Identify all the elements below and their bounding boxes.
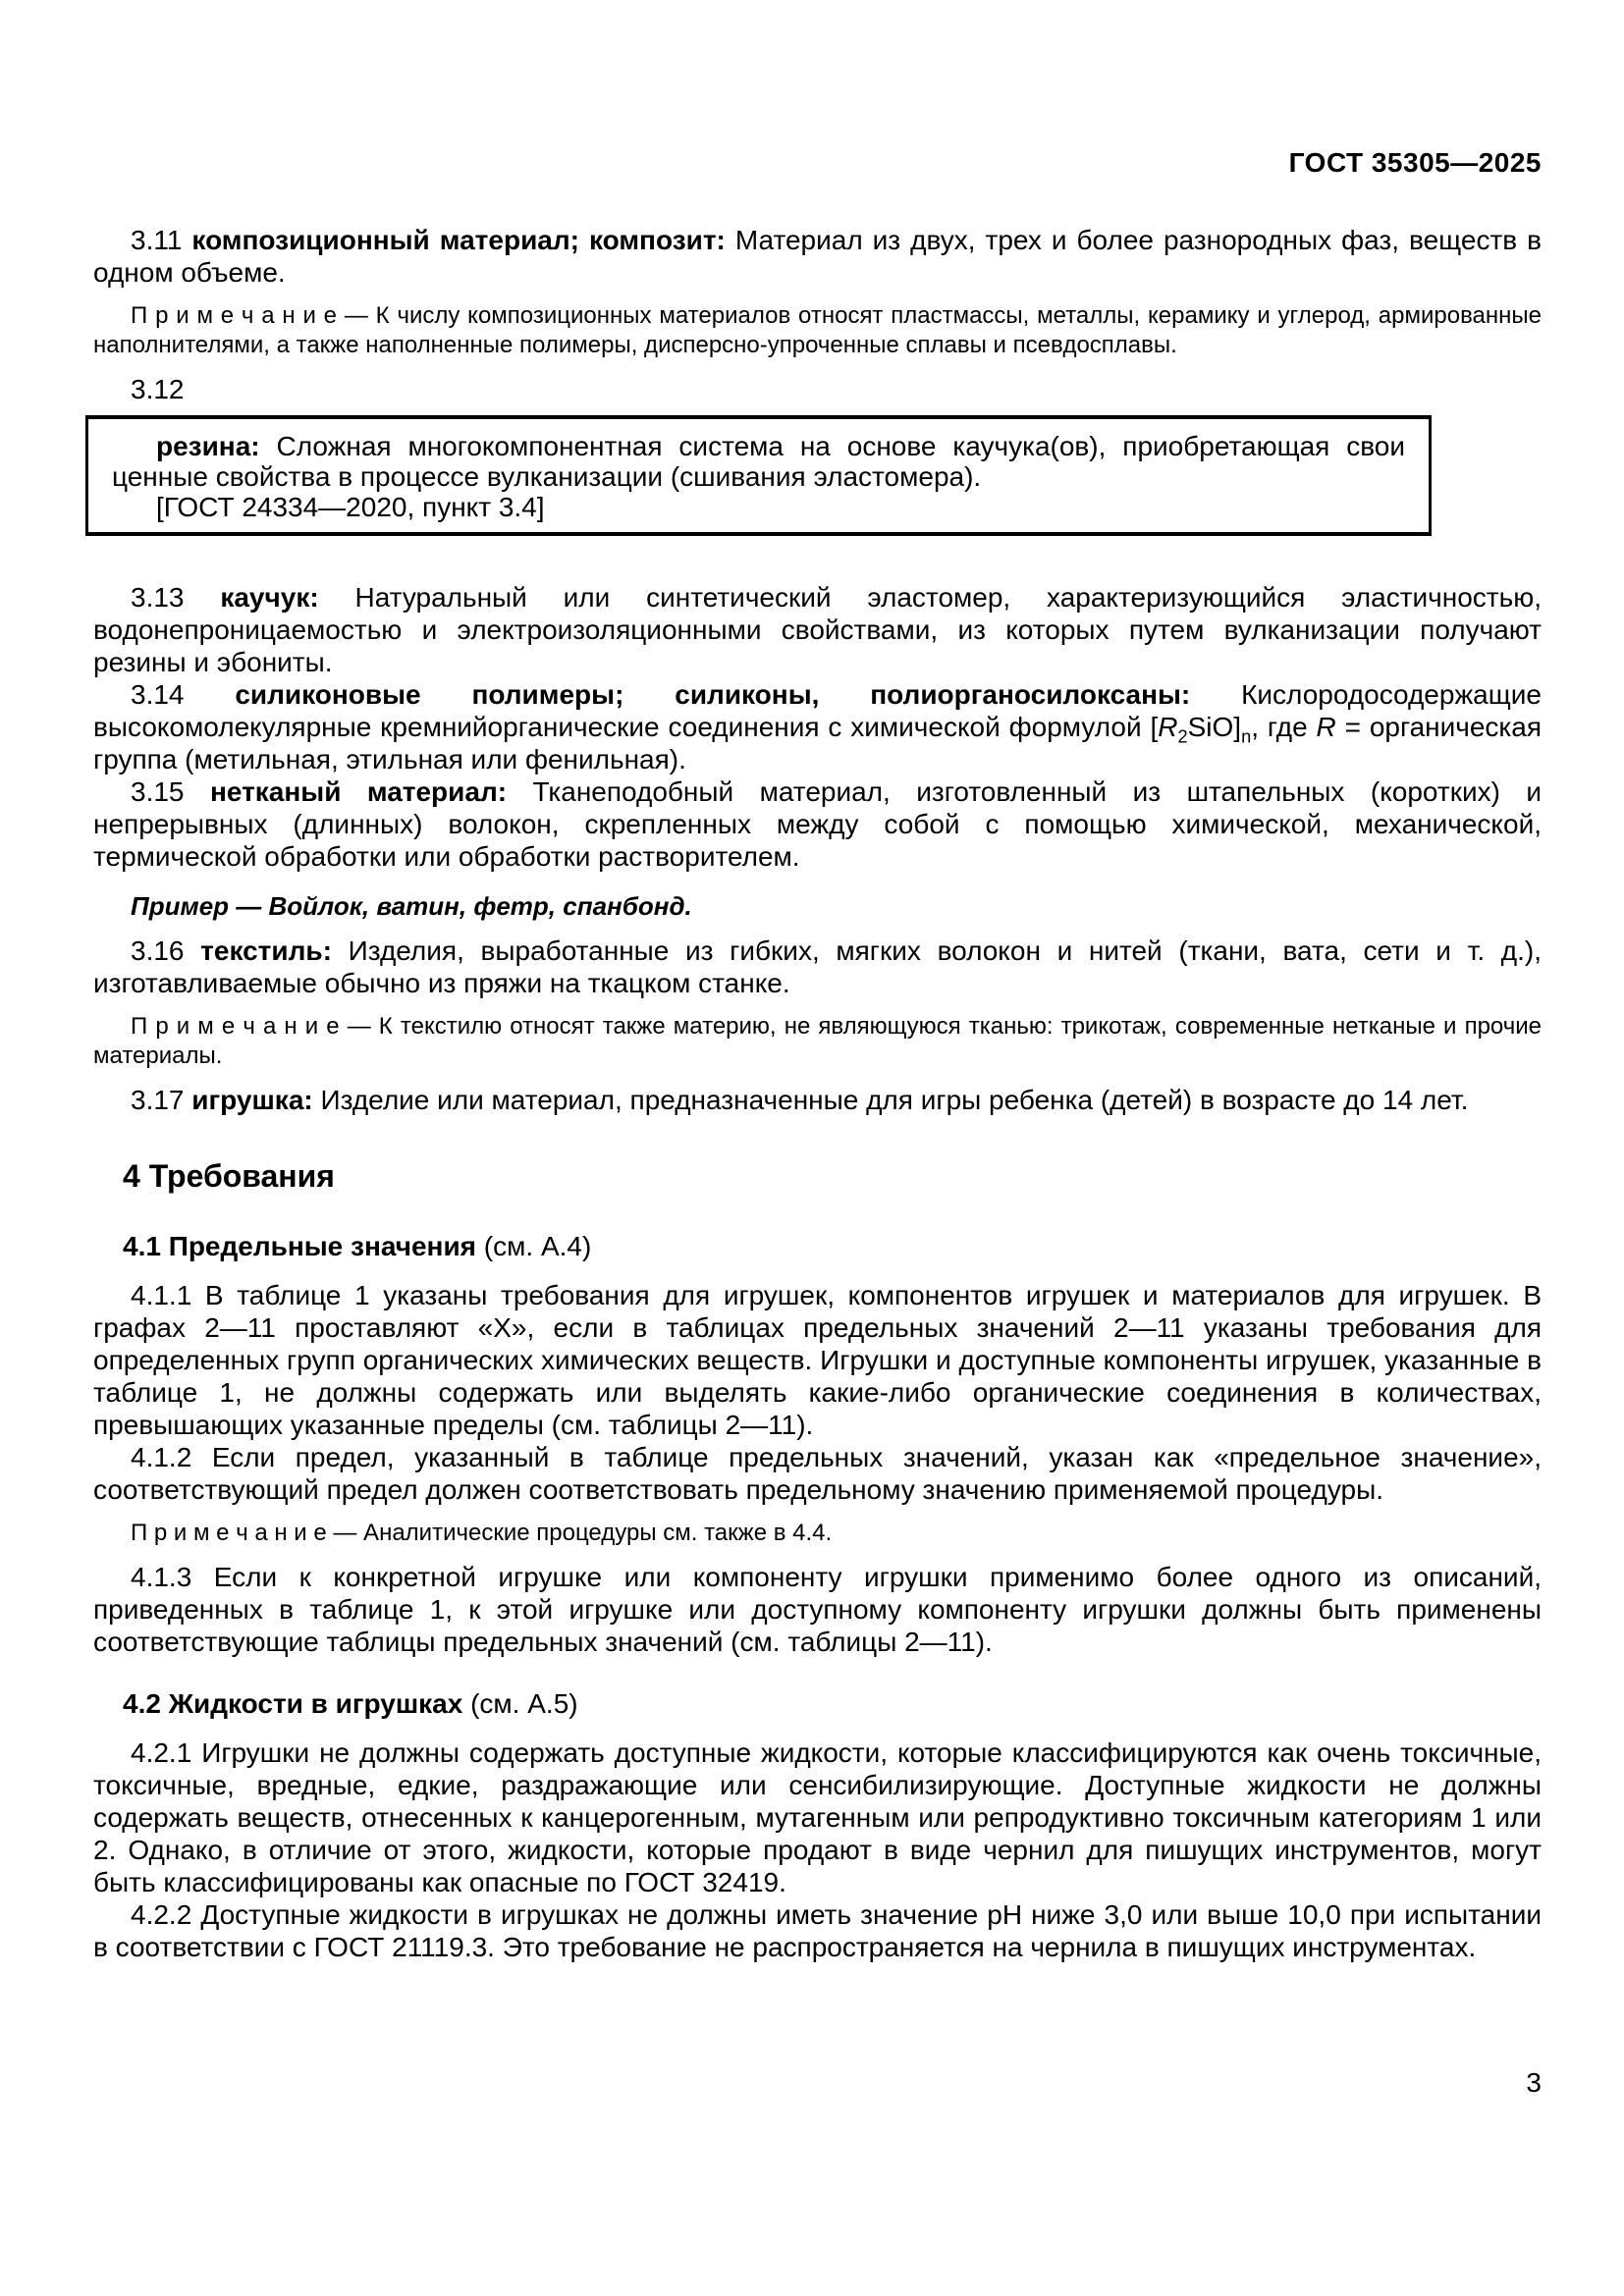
- document-code: ГОСТ 35305—2025: [1288, 147, 1542, 178]
- text-segment: 4.1.2 Если предел, указанный в таблице предельных значений, указан как «предельное значение», соответствующий предел должен соответствовать предельному значению применяемой процедуры.: [93, 1442, 1542, 1505]
- text-segment: Пример — Войлок, ватин, фетр, спанбонд.: [131, 891, 692, 921]
- text-segment: = органическая группа (метильная, этильная или фенильная).: [93, 712, 1543, 774]
- text-segment: каучук:: [220, 582, 319, 613]
- text-segment: Изделия, выработанные из гибких, мягких волокон и нитей (ткани, вата, сети и т. д.), изготавливаемые обычно из пряжи на ткацком станке.: [93, 935, 1543, 998]
- boxed-paragraph: [112, 492, 1405, 522]
- text-segment: Сложная многокомпонентная система на основе каучука(ов), приобретающая свои ценные свойства в процессе вулканизации (сшивания эластомера).: [112, 431, 1405, 492]
- clause-3-14: [93, 678, 1542, 775]
- clause-3-16: [93, 934, 1542, 999]
- text-segment: П р и м е ч а н и е — Аналитические процедуры см. также в 4.4.: [131, 1520, 833, 1546]
- text-segment: П р и м е ч а н и е — К текстилю относят также материю, не являющуюся тканью: трикотаж, современные нетканые и прочие материалы.: [93, 1013, 1542, 1069]
- text-segment: 3.14: [131, 679, 236, 710]
- text-segment: Натуральный или синтетический эластомер, характеризующийся эластичностью, водонепроницаемостью и электроизоляционными свойствами, из которых путем вулканизации получают резины и эбониты.: [93, 582, 1542, 677]
- clause-4-1-2: [93, 1441, 1542, 1506]
- text-segment: (см. А.4): [476, 1231, 592, 1261]
- clause-3-17: [93, 1084, 1542, 1116]
- text-segment: силиконовые полимеры; силиконы, полиорганосилоксаны:: [235, 679, 1191, 710]
- clause-3-13: [93, 581, 1542, 678]
- text-segment: 3.13: [131, 582, 221, 613]
- text-segment: 3.11: [131, 225, 192, 255]
- text-segment: Кислородосодержащие высокомолекулярные кремнийорганические соединения с химической формулой [: [93, 679, 1543, 742]
- clause-3-11: [93, 224, 1542, 289]
- boxed-paragraph: [112, 431, 1405, 492]
- text-segment: [ГОСТ 24334—2020, пункт 3.4]: [156, 492, 545, 522]
- clause-4-2-1: [93, 1736, 1542, 1898]
- text-segment: , где: [1251, 712, 1317, 742]
- text-segment: 4.1.3 Если к конкретной игрушке или компоненту игрушки применимо более одного из описаний, приведенных в таблице 1, к этой игрушке или доступному компоненту игрушки должны быть применены соответствующие таблицы предельных значений (см. таблицы 2—11).: [93, 1562, 1542, 1657]
- subsection-4-2-heading: [93, 1687, 1542, 1720]
- text-segment: резина:: [156, 431, 260, 461]
- text-segment: Тканеподобный материал, изготовленный из штапельных (коротких) и непрерывных (длинных) волокон, скрепленных между собой с помощью химической, механической, термической обработки или обработки растворителем.: [93, 776, 1543, 872]
- clause-4-1-3: [93, 1561, 1542, 1658]
- text-segment: П р и м е ч а н и е — К числу композиционных материалов относят пластмассы, металлы, керамику и углерод, армированные наполнителями, а также наполненные полимеры, дисперсно-упроченные сплавы и псевдосплавы.: [93, 302, 1542, 358]
- text-segment: R: [1316, 712, 1336, 742]
- subsection-4-1-heading: [93, 1230, 1542, 1262]
- text-segment: 4 Требования: [123, 1158, 335, 1194]
- definition-box-3-12: [85, 415, 1432, 536]
- clause-4-1-1: [93, 1279, 1542, 1441]
- text-segment: 4.2.2 Доступные жидкости в игрушках не должны иметь значение pH ниже 3,0 или выше 10,0 при испытании в соответствии с ГОСТ 21119.3. Это требование не распространяется на чернила в пишущих инструментах.: [93, 1899, 1542, 1962]
- text-segment: 4.2 Жидкости в игрушках: [123, 1688, 463, 1719]
- clause-4-2-2: [93, 1898, 1542, 1963]
- text-segment: Изделие или материал, предназначенные для игры ребенка (детей) в возрасте до 14 лет.: [312, 1085, 1469, 1115]
- page-footer: [1526, 2067, 1542, 2099]
- text-segment: SiO]: [1187, 712, 1242, 742]
- text-segment: 2: [1177, 726, 1188, 747]
- note-3-11: [93, 301, 1542, 360]
- text-segment: n: [1241, 726, 1252, 747]
- text-segment: R: [1158, 712, 1178, 742]
- text-segment: Материал из двух, трех и более разнородных фаз, веществ в одном объеме.: [93, 225, 1543, 288]
- clause-3-15: [93, 775, 1542, 873]
- note-4-1-2: [93, 1519, 1542, 1548]
- text-segment: текстиль:: [200, 935, 332, 966]
- text-segment: 4.1.1 В таблице 1 указаны требования для игрушек, компонентов игрушек и материалов для игрушек. В графах 2—11 проставляют «Х», если в таблицах предельных значений 2—11 указаны требования для определенных групп органических химических веществ. Игрушки и доступные компоненты игрушек, указанные в таблице 1, не должны содержать или выделять какие-либо органические соединения в количествах, превышающих указанные пределы (см. таблицы 2—11).: [93, 1280, 1542, 1440]
- text-segment: игрушка:: [191, 1085, 313, 1115]
- text-segment: 3.16: [131, 935, 201, 966]
- text-segment: 4.2.1 Игрушки не должны содержать доступные жидкости, которые классифицируются как очень токсичные, токсичные, вредные, едкие, раздражающие или сенсибилизирующие. Доступные жидкости не должны содержать веществ, отнесенных к канцерогенным, мутагенным или репродуктивно токсичным категориям 1 или 2. Однако, в отличие от этого, жидкости, которые продают в виде чернил для пишущих инструментов, могут быть классифицированы как опасные по ГОСТ 32419.: [93, 1737, 1542, 1897]
- page-number: 3: [1526, 2067, 1542, 2098]
- example-3-15: [93, 891, 1542, 922]
- text-segment: 3.15: [131, 776, 210, 807]
- text-segment: (см. А.5): [462, 1688, 578, 1719]
- section-4-heading: [93, 1157, 1542, 1195]
- document-content: [93, 224, 1542, 1963]
- text-segment: 4.1 Предельные значения: [123, 1231, 477, 1261]
- text-segment: 3.12: [131, 374, 185, 404]
- text-segment: композиционный материал; композит:: [191, 225, 726, 255]
- text-segment: нетканый материал:: [209, 776, 508, 807]
- text-segment: 3.17: [131, 1085, 192, 1115]
- page-header: [1289, 147, 1542, 179]
- note-3-16: [93, 1012, 1542, 1071]
- clause-3-12: [93, 373, 1542, 405]
